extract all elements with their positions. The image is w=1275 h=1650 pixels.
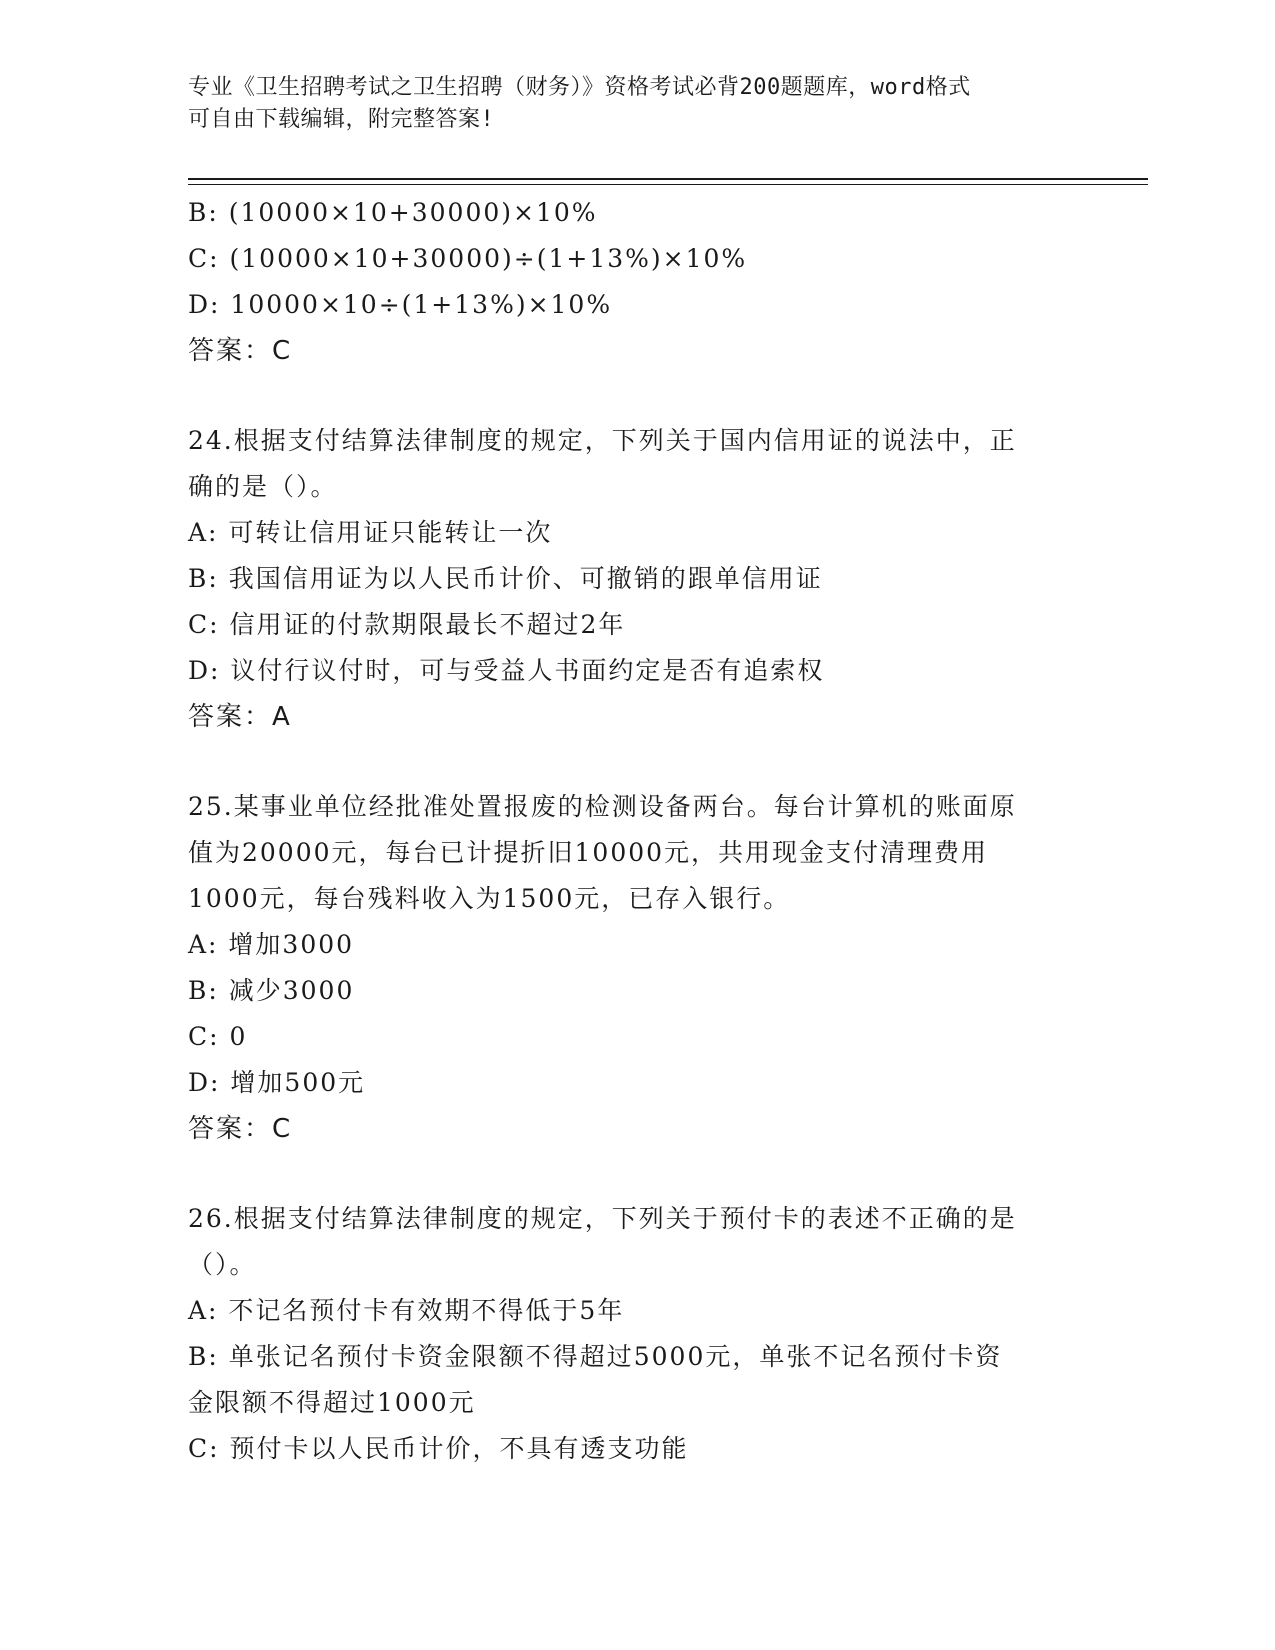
option-b: B: 减少3000 bbox=[188, 976, 355, 1005]
question-25 bbox=[188, 784, 1088, 1152]
spacer bbox=[188, 374, 1088, 418]
question-text-line: 1000元，每台残料收入为1500元，已存入银行。 bbox=[188, 884, 791, 913]
option-d: D: 增加500元 bbox=[188, 1068, 366, 1097]
question-content bbox=[188, 190, 1088, 1472]
question-23-continued bbox=[188, 190, 1088, 374]
question-text-line: 24.根据支付结算法律制度的规定，下列关于国内信用证的说法中，正 bbox=[188, 426, 1017, 455]
header-line-2: 可自由下载编辑，附完整答案! bbox=[188, 107, 495, 132]
question-text-line: 26.根据支付结算法律制度的规定，下列关于预付卡的表述不正确的是 bbox=[188, 1204, 1017, 1233]
option-c: C: (10000×10+30000)÷(1+13%)×10% bbox=[188, 244, 748, 273]
option-c: C: 0 bbox=[188, 1022, 248, 1051]
header-divider-thick bbox=[188, 178, 1148, 180]
question-text-line: 25.某事业单位经批准处置报废的检测设备两台。每台计算机的账面原 bbox=[188, 792, 1017, 821]
option-b-continued: 金限额不得超过1000元 bbox=[188, 1388, 476, 1417]
question-26 bbox=[188, 1196, 1088, 1472]
option-b: B: 单张记名预付卡资金限额不得超过5000元，单张不记名预付卡资 bbox=[188, 1342, 1003, 1371]
spacer bbox=[188, 1152, 1088, 1196]
answer-label: 答案：C bbox=[188, 336, 293, 366]
header-line-1: 专业《卫生招聘考试之卫生招聘（财务）》资格考试必背200题题库，word格式 bbox=[188, 75, 971, 100]
answer-label: 答案：C bbox=[188, 1114, 293, 1144]
option-b: B: (10000×10+30000)×10% bbox=[188, 198, 598, 227]
question-text-line: 值为20000元，每台已计提折旧10000元，共用现金支付清理费用 bbox=[188, 838, 989, 867]
option-d: D: 议付行议付时，可与受益人书面约定是否有追索权 bbox=[188, 656, 825, 685]
option-a: A: 可转让信用证只能转让一次 bbox=[188, 518, 553, 547]
option-c: C: 信用证的付款期限最长不超过2年 bbox=[188, 610, 626, 639]
question-24 bbox=[188, 418, 1088, 740]
document-header bbox=[188, 72, 1088, 136]
option-a: A: 增加3000 bbox=[188, 930, 355, 959]
option-c: C: 预付卡以人民币计价，不具有透支功能 bbox=[188, 1434, 689, 1463]
option-a: A: 不记名预付卡有效期不得低于5年 bbox=[188, 1296, 625, 1325]
option-d: D: 10000×10÷(1+13%)×10% bbox=[188, 290, 613, 319]
question-text-line: 确的是（）。 bbox=[188, 472, 338, 501]
question-text-line: （）。 bbox=[188, 1250, 257, 1279]
option-b: B: 我国信用证为以人民币计价、可撤销的跟单信用证 bbox=[188, 564, 823, 593]
spacer bbox=[188, 740, 1088, 784]
header-divider-thin bbox=[188, 184, 1148, 185]
answer-label: 答案：A bbox=[188, 702, 292, 732]
